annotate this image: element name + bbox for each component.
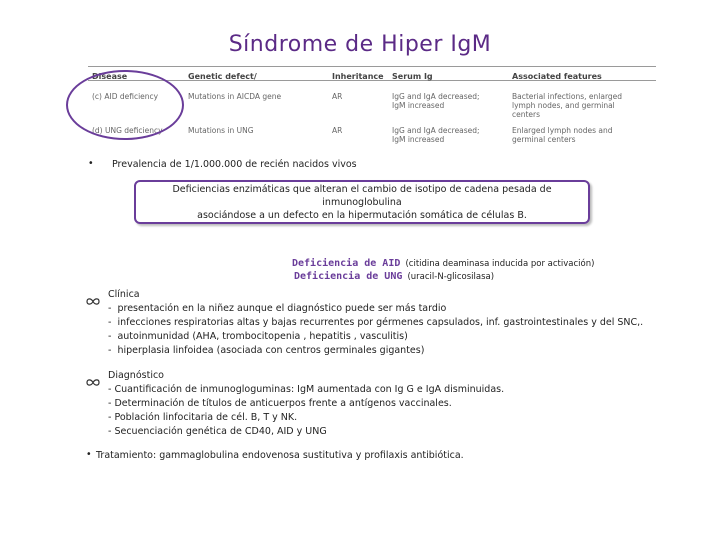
ung-deficiency-name: Deficiencia de UNG — [294, 271, 403, 282]
table-cell-defect: Mutations in AICDA gene — [188, 92, 282, 101]
list-item: - autoinmunidad (AHA, trombocitopenia , hepatitis , vasculitis) — [108, 331, 408, 342]
list-item-text: hiperplasia linfoidea (asociada con centros germinales gigantes) — [117, 345, 425, 356]
infinity-bullet-icon — [86, 372, 100, 391]
table-cell-serum: IgG and IgA decreased; — [392, 126, 480, 135]
table-header-disease: Disease — [92, 72, 128, 81]
table-cell-features: lymph nodes, and germinal — [512, 101, 615, 110]
ung-deficiency-line — [294, 264, 494, 283]
list-item: - Cuantificación de inmunogloguminas: IgM aumentada con Ig G e IgA disminuidas. — [108, 384, 505, 395]
slide-title: Síndrome de Hiper IgM — [228, 32, 492, 57]
aid-deficiency-desc: (citidina deaminasa inducida por activación) — [405, 259, 595, 269]
list-item-text: Población linfocitaria de cél. B, T y NK. — [114, 412, 298, 423]
table-cell-defect: Mutations in UNG — [188, 126, 254, 135]
clinica-heading: Clínica — [108, 289, 140, 300]
table-cell-features: centers — [512, 110, 541, 119]
list-item: - infecciones respiratorias altas y bajas recurrentes por gérmenes capsulados, inf. gastrointestinales y del SNC,. — [108, 317, 644, 328]
table-cell-serum: IgG and IgA decreased; — [392, 92, 480, 101]
list-item: - presentación en la niñez aunque el diagnóstico puede ser más tardio — [108, 303, 447, 314]
table-cell-disease: (c) AID deficiency — [92, 92, 159, 101]
table-cell-inheritance: AR — [332, 126, 343, 135]
list-item-text: Determinación de títulos de anticuerpos frente a antígenos vaccinales. — [114, 398, 452, 409]
table-header-features: Associated features — [512, 72, 602, 81]
list-item-text: presentación en la niñez aunque el diagnóstico puede ser más tardio — [117, 303, 447, 314]
tratamiento-bullet: • — [86, 449, 92, 460]
diagnostico-heading: Diagnóstico — [108, 370, 164, 381]
highlight-ellipse — [66, 70, 184, 140]
table-cell-disease: (d) UNG deficiency — [92, 126, 163, 135]
list-item-text: autoinmunidad (AHA, trombocitopenia , hepatitis , vasculitis) — [117, 331, 408, 342]
prevalence-text: Prevalencia de 1/1.000.000 de recién nacidos vivos — [112, 159, 357, 170]
table-header-inheritance: Inheritance — [332, 72, 384, 81]
callout-line: Deficiencias enzimáticas que alteran el cambio de isotipo de cadena pesada de inmunoglobulina — [172, 183, 552, 208]
table-cell-inheritance: AR — [332, 92, 343, 101]
definition-callout — [134, 180, 590, 224]
table-top-rule — [88, 66, 656, 67]
callout-line: asociándose a un defecto en la hipermutación somática de células B. — [197, 209, 527, 221]
ung-deficiency-desc: (uracil-N-glicosilasa) — [407, 272, 495, 282]
table-cell-features: germinal centers — [512, 135, 576, 144]
table-cell-features: Bacterial infections, enlarged — [512, 92, 623, 101]
clinica-section — [108, 288, 643, 358]
list-item-text: infecciones respiratorias altas y bajas recurrentes por gérmenes capsulados, inf. gastrointestinales y del SNC,. — [117, 317, 644, 328]
list-item: - hiperplasia linfoidea (asociada con centros germinales gigantes) — [108, 345, 425, 356]
prevalence-bullet: • — [88, 158, 94, 169]
table-cell-serum: IgM increased — [392, 135, 445, 144]
list-item: - Determinación de títulos de anticuerpos frente a antígenos vaccinales. — [108, 398, 452, 409]
table-cell-serum: IgM increased — [392, 101, 445, 110]
list-item: - Secuenciación genética de CD40, AID y UNG — [108, 426, 327, 437]
table-header-defect: Genetic defect/ — [188, 72, 257, 81]
list-item: - Población linfocitaria de cél. B, T y NK. — [108, 412, 298, 423]
diagnostico-section — [108, 369, 504, 439]
table-cell-features: Enlarged lymph nodes and — [512, 126, 613, 135]
list-item-text: Cuantificación de inmunogloguminas: IgM aumentada con Ig G e IgA disminuidas. — [114, 384, 505, 395]
tratamiento-text: Tratamiento: gammaglobulina endovenosa sustitutiva y profilaxis antibiótica. — [96, 450, 464, 461]
table-header-serum: Serum Ig — [392, 72, 433, 81]
infinity-bullet-icon — [86, 291, 100, 310]
aid-deficiency-name: Deficiencia de AID — [292, 258, 401, 269]
list-item-text: Secuenciación genética de CD40, AID y UNG — [114, 426, 327, 437]
